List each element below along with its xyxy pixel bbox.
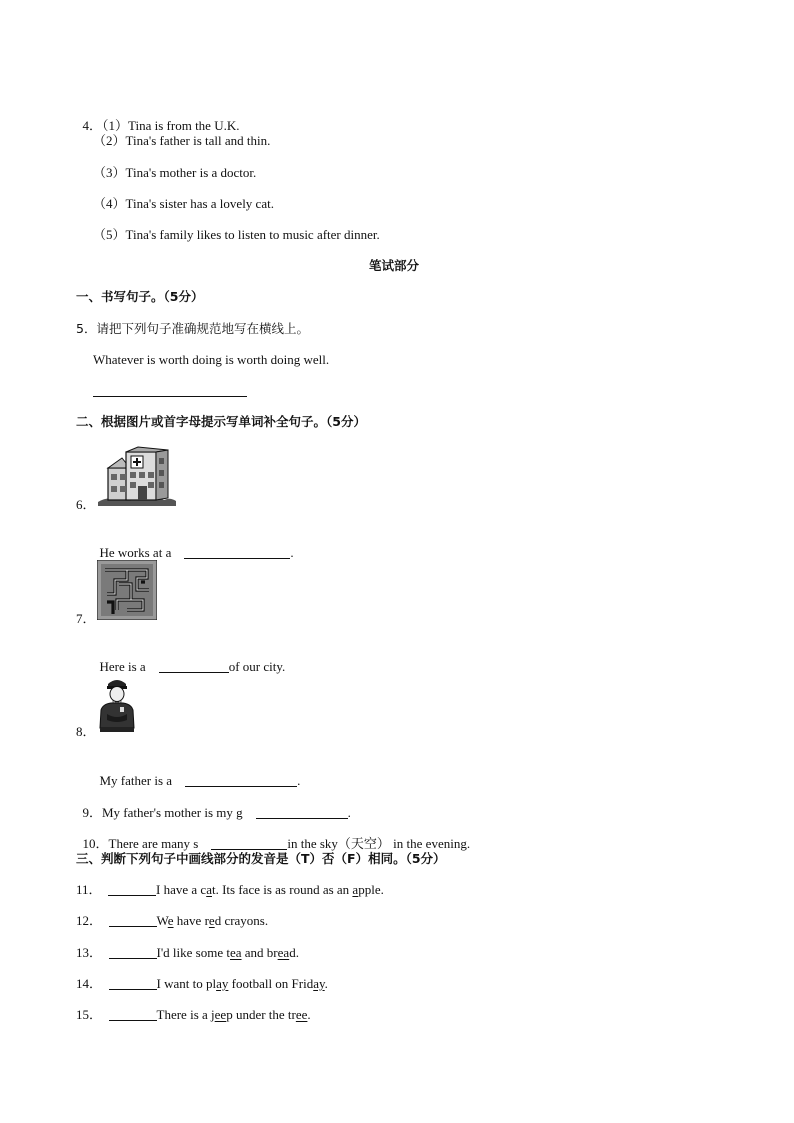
- tf-item: [76, 882, 384, 898]
- underlined-letters: ay: [313, 976, 325, 991]
- q7-sentence: [93, 643, 285, 675]
- policeman-icon: [97, 676, 137, 734]
- underlined-letters: ea: [277, 945, 290, 960]
- q8-answer-blank[interactable]: [185, 773, 297, 787]
- tf-item: [76, 1007, 311, 1023]
- underlined-letters: a: [352, 882, 359, 897]
- tf-item-number: 12．: [76, 913, 103, 928]
- q8-number: 8．: [76, 724, 96, 739]
- q5-prompt: 5．请把下列句子准确规范地写在横线上。: [76, 321, 309, 336]
- underlined-letters: ee: [295, 1007, 308, 1022]
- q10-text-after: in the sky（天空） in the evening.: [287, 836, 471, 851]
- section1-heading: 一、书写句子。（5分）: [76, 289, 204, 304]
- q4-item-1: （1）Tina is from the U.K.: [102, 118, 240, 133]
- tf-item-number: 11．: [76, 882, 102, 897]
- q5-answer-line[interactable]: [93, 396, 247, 397]
- q10-answer-blank[interactable]: [211, 836, 287, 850]
- tf-item-number: 14．: [76, 976, 103, 991]
- tf-answer-blank[interactable]: [108, 882, 156, 896]
- q6-answer-blank[interactable]: [184, 545, 290, 559]
- underlined-letters: ay: [216, 976, 229, 991]
- hospital-building-icon: [98, 446, 176, 506]
- q6-number: 6．: [76, 497, 96, 512]
- q4-item-2: （2）Tina's father is tall and thin.: [93, 133, 271, 148]
- tf-item: [76, 976, 328, 992]
- sentence-text: I want to pl: [156, 976, 217, 991]
- sentence-text: t. Its face is as round as an: [211, 882, 353, 897]
- tf-answer-blank[interactable]: [109, 945, 157, 959]
- q10-sentence: [76, 820, 470, 852]
- q5-sentence: Whatever is worth doing is worth doing well.: [93, 352, 330, 367]
- q6-sentence: [93, 529, 294, 561]
- q9-sentence: [76, 789, 351, 821]
- q4-item-5: （5）Tina's family likes to listen to music after dinner.: [93, 227, 380, 242]
- tf-item: [76, 913, 268, 929]
- sentence-text: have r: [173, 913, 209, 928]
- sentence-text: W: [156, 913, 168, 928]
- tf-item-number: 15．: [76, 1007, 103, 1022]
- q9-answer-blank[interactable]: [256, 805, 348, 819]
- sentence-text: p under the tr: [226, 1007, 296, 1022]
- q10-text-before: 10．There are many s: [82, 836, 199, 851]
- q6-text-before: He works at a: [99, 545, 172, 560]
- tf-answer-blank[interactable]: [109, 976, 157, 990]
- sentence-text: .: [307, 1007, 311, 1022]
- sentence-text: .: [324, 976, 328, 991]
- tf-item-number: 13．: [76, 945, 103, 960]
- q9-text-after: .: [347, 805, 351, 820]
- q4-line-1: [76, 102, 239, 134]
- q9-text-before: 9．My father's mother is my g: [82, 805, 243, 820]
- q4-item-4: （4）Tina's sister has a lovely cat.: [93, 196, 274, 211]
- sentence-text: I have a c: [156, 882, 207, 897]
- q7-text-before: Here is a: [99, 659, 146, 674]
- written-part-title: 笔试部分: [369, 258, 420, 273]
- tf-item: [76, 945, 299, 961]
- q7-number: 7．: [76, 611, 96, 626]
- q4-item-3: （3）Tina's mother is a doctor.: [93, 165, 257, 180]
- sentence-text: and br: [241, 945, 278, 960]
- q7-answer-blank[interactable]: [159, 659, 229, 673]
- underlined-letters: e: [167, 913, 174, 928]
- sentence-text: d.: [289, 945, 299, 960]
- q8-text-before: My father is a: [99, 773, 173, 788]
- underlined-letters: ee: [214, 1007, 227, 1022]
- city-map-icon: [97, 560, 157, 620]
- q4-number: 4．: [82, 118, 103, 133]
- underlined-letters: e: [208, 913, 215, 928]
- tf-answer-blank[interactable]: [109, 1007, 157, 1021]
- q7-text-after: of our city.: [228, 659, 286, 674]
- q6-text-after: .: [290, 545, 294, 560]
- q8-sentence: [93, 757, 300, 789]
- q8-text-after: .: [297, 773, 301, 788]
- sentence-text: I'd like some t: [156, 945, 230, 960]
- underlined-letters: a: [206, 882, 212, 897]
- sentence-text: football on Frid: [228, 976, 314, 991]
- section2-heading: 二、根据图片或首字母提示写单词补全句子。（5分）: [76, 414, 366, 429]
- sentence-text: d crayons.: [214, 913, 269, 928]
- underlined-letters: ea: [229, 945, 242, 960]
- sentence-text: There is a j: [156, 1007, 215, 1022]
- section3-heading: 三、判断下列句子中画线部分的发音是（T）否（F）相同。（5分）: [76, 851, 446, 866]
- sentence-text: pple.: [358, 882, 384, 897]
- tf-answer-blank[interactable]: [109, 913, 157, 927]
